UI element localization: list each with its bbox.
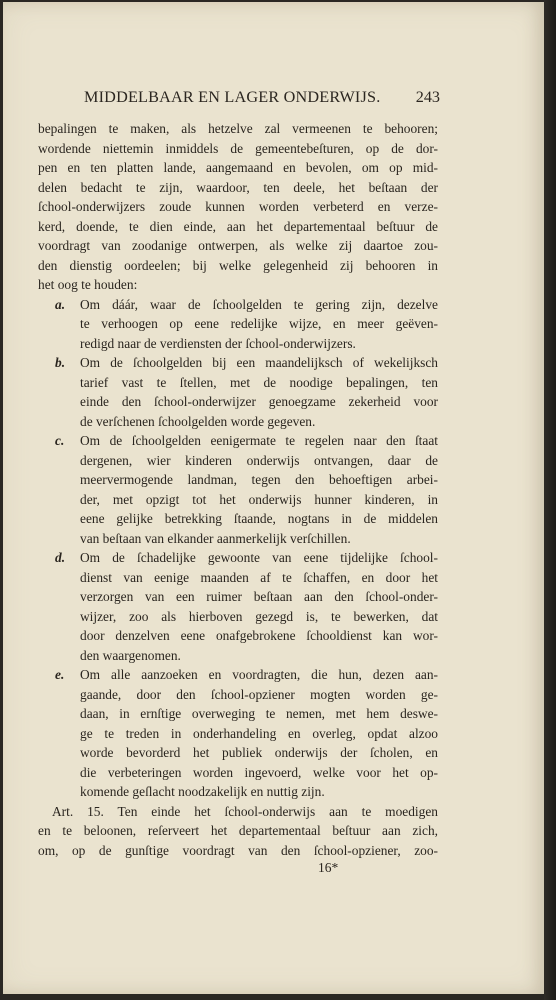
text-line: verzorgen van een ruimer beſtaan aan den ſchool-onder- (80, 589, 438, 604)
text-line: daan, in ernſtige overweging te nemen, met hem deswe- (80, 706, 438, 721)
text-line: Om de ſchadelijke gewoonte van eene tijdelijke ſchool- (80, 550, 438, 565)
text-line: komende geſlacht noodzakelijk en nuttig zijn. (80, 784, 325, 799)
text-line: gaande, door den ſchool-opziener mogten worden ge- (80, 686, 438, 702)
text-line: voordragt van zoodanige ontwerpen, als welke zij daartoe zou- (38, 238, 438, 253)
text-line: het oog te houden: (38, 277, 138, 292)
text-line: te verhoogen op eene redelijke wijze, en meer geëven- (80, 316, 438, 331)
list-item-d (38, 548, 438, 665)
page-edge (544, 0, 556, 1000)
item-marker: c. (55, 433, 65, 448)
list-item-e (38, 665, 438, 802)
text-line: eene gelijke betrekking ſtaande, nogtans in de middelen (80, 511, 438, 526)
text-line: door denzelven eene onafgebrokene ſchooldienst kan wor- (80, 628, 438, 643)
text-line: Om alle aanzoeken en voordragten, die hun, dezen aan- (80, 667, 438, 682)
body-text (38, 119, 438, 860)
list-item-b (38, 353, 438, 431)
text-line: die verbeteringen worden ingevoerd, welke voor het op- (80, 764, 438, 780)
text-line: dergenen, wier kinderen onderwijs ontvangen, daar de (80, 452, 438, 468)
text-line: bepalingen te maken, als hetzelve zal vermeenen te behooren; (38, 121, 438, 136)
text-line: den dienstig oordeelen; bij welke gelegenheid zij behooren in (38, 257, 438, 273)
running-header (84, 88, 440, 110)
text-line: redigd naar de verdiensten der ſchool-onderwijzers. (80, 335, 356, 351)
text-line: pen en ten platten lande, aangemaand en bevolen, om op mid- (38, 160, 438, 175)
text-line: meervermogende landman, tegen den behoeftigen arbei- (80, 472, 438, 487)
text-line: den waargenomen. (80, 647, 181, 663)
text-line: de verſchenen ſchoolgelden worde gegeven. (80, 413, 316, 429)
text-line: Om de ſchoolgelden eenigermate te regelen naar den ſtaat (80, 433, 438, 448)
text-line: om, op de gunſtige voordragt van den ſchool-opziener, zoo- (38, 842, 438, 858)
text-line: einde den ſchool-onderwijzer genoegzame zekerheid voor (80, 394, 438, 409)
item-marker: b. (55, 355, 66, 370)
text-line: kerd, doende, te dien einde, aan het departementaal beſtuur de (38, 218, 438, 234)
item-marker: a. (55, 296, 66, 312)
text-line: wijzer, zoo als hierboven gezegd is, te bewerken, dat (80, 608, 438, 624)
text-line: wordende niettemin inmiddels de gemeentebeſturen, op de dor- (38, 140, 438, 156)
text-line: van beſtaan van elkander aanmerkelijk verſchillen. (80, 530, 351, 546)
text-line: worde bevorderd het publiek onderwijs der ſcholen, en (80, 745, 438, 760)
text-line: Om dáár, waar de ſchoolgelden te gering zijn, dezelve (80, 296, 438, 312)
list-item-c (38, 431, 438, 548)
text-line: en te beloonen, reſerveert het departementaal beſtuur aan zich, (38, 823, 438, 838)
item-marker: e. (55, 667, 65, 682)
list-item-a (38, 295, 438, 354)
text-line: dienst van eenige maanden af te ſchaffen, en door het (80, 569, 438, 585)
article-15-paragraph (38, 802, 438, 861)
text-line: Art. 15. Ten einde het ſchool-onderwijs aan te moedigen (52, 803, 438, 819)
page-number: 243 (415, 88, 440, 106)
text-line: ſchool-onderwijzers zoude kunnen worden verbeterd en verze- (38, 199, 438, 214)
text-line: tarief vast te ſtellen, met de noodige bepalingen, ten (80, 374, 438, 390)
text-line: Om de ſchoolgelden bij een maandelijksch of wekelijksch (80, 355, 438, 370)
signature-mark: 16* (318, 860, 339, 875)
item-marker: d. (55, 550, 66, 565)
running-title: MIDDELBAAR EN LAGER ONDERWIJS. (84, 88, 381, 106)
text-line: delen bedacht te zijn, waardoor, ten deele, het beſtaan der (38, 179, 438, 195)
text-line: ge te treden in onderhandeling en overleg, opdat alzoo (80, 725, 438, 741)
intro-paragraph (38, 119, 438, 295)
text-line: der, met opzigt tot het onderwijs hunner kinderen, in (80, 491, 438, 507)
